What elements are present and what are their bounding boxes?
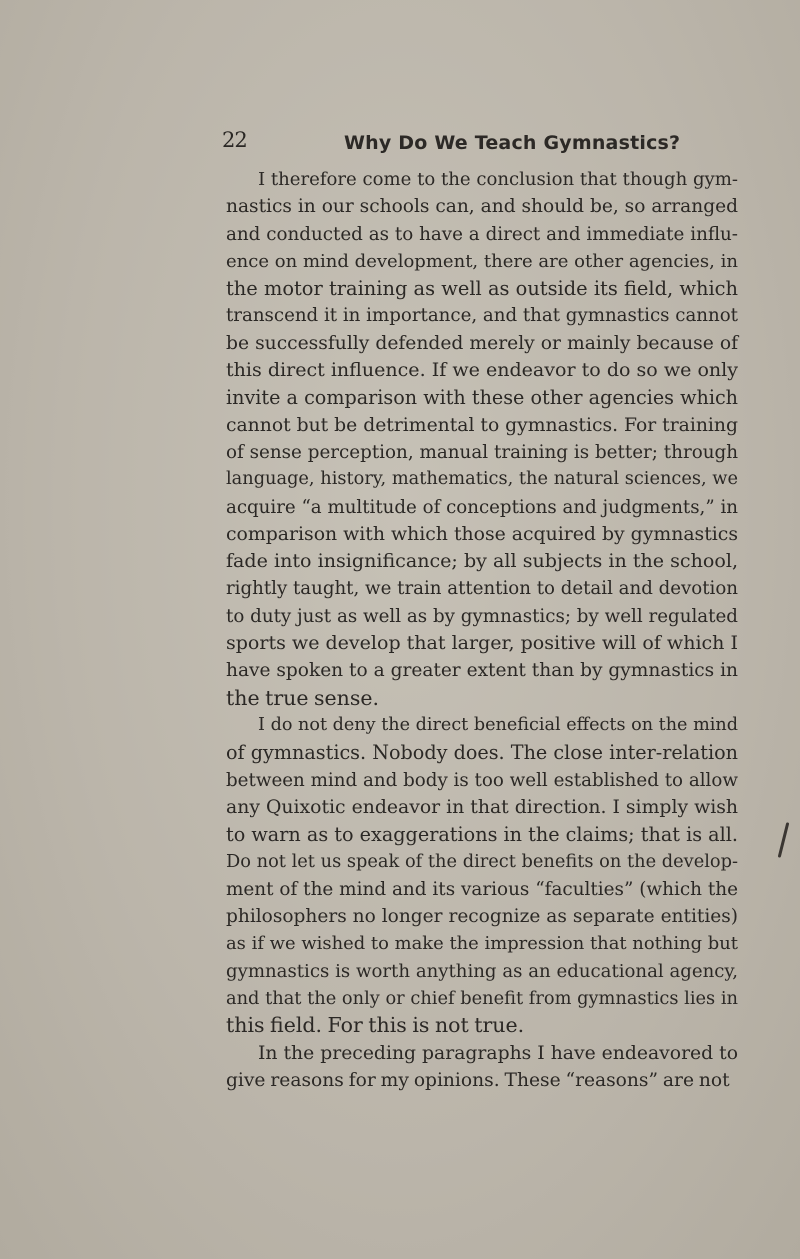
text-line: ence on mind development, there are other agencies, in	[226, 250, 738, 272]
paragraph	[226, 166, 738, 712]
text-line: transcend it in importance, and that gymnastics cannot	[226, 305, 738, 327]
text-line: nastics in our schools can, and should be, so arranged	[226, 196, 738, 218]
text-line: comparison with which those acquired by gymnastics	[226, 523, 738, 545]
text-line: any Quixotic endeavor in that direction. I simply wish	[226, 796, 738, 818]
text-line: Do not let us speak of the direct benefits on the develop-	[226, 851, 738, 873]
text-line: fade into insignificance; by all subjects in the school,	[226, 550, 738, 573]
text-line: I therefore come to the conclusion that though gym-	[258, 169, 738, 190]
text-line: ment of the mind and its various “faculties” (which the	[226, 878, 738, 900]
text-line: of gymnastics. Nobody does. The close inter-relation	[226, 741, 738, 765]
body-text	[226, 166, 738, 1094]
text-line: language, history, mathematics, the natural sciences, we	[226, 469, 738, 490]
page-header	[222, 128, 742, 158]
text-line: to duty just as well as by gymnastics; by well regulated	[226, 605, 738, 627]
text-line: In the preceding paragraphs I have endeavored to	[258, 1042, 738, 1064]
text-line: between mind and body is too well established to allow	[226, 769, 738, 791]
text-line: and conducted as to have a direct and immediate influ-	[226, 223, 738, 245]
text-line: the motor training as well as outside its field, which	[226, 277, 738, 301]
text-line: as if we wished to make the impression that nothing but	[226, 933, 738, 955]
text-line: I do not deny the direct beneficial effects on the mind	[258, 714, 738, 735]
text-line: have spoken to a greater extent than by gymnastics in	[226, 660, 738, 682]
text-line: cannot but be detrimental to gymnastics. For training	[226, 414, 738, 436]
text-line: this direct influence. If we endeavor to do so we only	[226, 359, 738, 382]
pencil-mark	[778, 822, 790, 858]
running-head: Why Do We Teach Gymnastics?	[344, 132, 681, 154]
text-line: this field. For this is not true.	[226, 1013, 525, 1038]
page-number: 22	[222, 128, 247, 152]
text-line: of sense perception, manual training is better; through	[226, 441, 738, 463]
text-line: invite a comparison with these other agencies which	[226, 386, 738, 410]
text-line: acquire “a multitude of conceptions and judgments,” in	[226, 496, 738, 518]
text-line: sports we develop that larger, positive will of which I	[226, 632, 738, 655]
paragraph	[226, 712, 738, 1040]
text-line: gymnastics is worth anything as an educational agency,	[226, 960, 738, 982]
text-line: to warn as to exaggerations in the claims; that is all.	[226, 823, 738, 847]
text-line: and that the only or chief benefit from gymnastics lies in	[226, 987, 738, 1009]
text-line: the true sense.	[226, 685, 380, 710]
text-line: be successfully defended merely or mainly because of	[226, 332, 738, 354]
text-line: philosophers no longer recognize as separate entities)	[226, 906, 738, 928]
paragraph	[226, 1040, 738, 1095]
text-line: rightly taught, we train attention to detail and devotion	[226, 578, 738, 600]
text-line: give reasons for my opinions. These “reasons” are not	[226, 1069, 730, 1091]
